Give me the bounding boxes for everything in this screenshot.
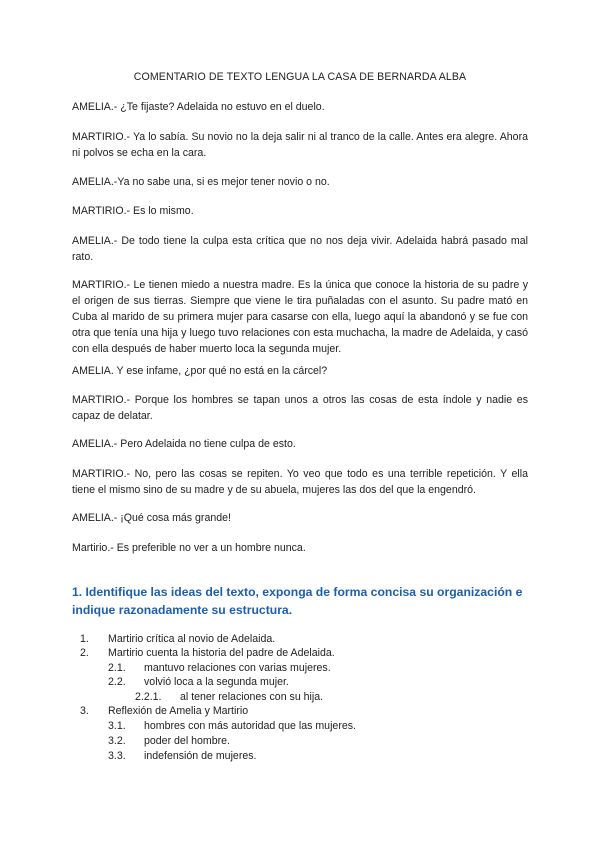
dialogue-line: MARTIRIO.- Es lo mismo. bbox=[72, 205, 194, 217]
dialogue-line: MARTIRIO.- No, pero las cosas se repiten. Yo veo que todo es una terrible repetición. Y ella tiene el mismo sino de su madre y de su abuela, mujeres las dos del que la engendró. bbox=[72, 468, 528, 496]
outline-text: hombres con más autoridad que las mujeres. bbox=[144, 720, 356, 732]
outline-number: 3.3. bbox=[108, 750, 126, 762]
dialogue-line: MARTIRIO.- Ya lo sabía. Su novio no la deja salir ni al tranco de la calle. Antes era alegre. Ahora ni polvos se echa en la cara. bbox=[72, 131, 528, 159]
dialogue-line: AMELIA.- De todo tiene la culpa esta crítica que no nos deja vivir. Adelaida habrá pasado mal rato. bbox=[72, 235, 528, 263]
outline-number: 2.2. bbox=[108, 676, 126, 688]
dialogue-line: AMELIA.- ¿Te fijaste? Adelaida no estuvo en el duelo. bbox=[72, 101, 325, 113]
outline-text: mantuvo relaciones con varias mujeres. bbox=[144, 662, 331, 674]
dialogue-line: MARTIRIO.- Porque los hombres se tapan unos a otros las cosas de esta índole y nadie es capaz de delatar. bbox=[72, 394, 528, 422]
outline-text: Reflexión de Amelia y Martirio bbox=[108, 705, 249, 717]
outline-number: 2.1. bbox=[108, 662, 126, 674]
outline-number: 3.2. bbox=[108, 735, 126, 747]
outline-number: 2. bbox=[80, 647, 89, 659]
dialogue-line: AMELIA.- Pero Adelaida no tiene culpa de esto. bbox=[72, 438, 296, 450]
outline-text: al tener relaciones con su hija. bbox=[180, 691, 324, 703]
dialogue-line: MARTIRIO.- Le tienen miedo a nuestra madre. Es la única que conoce la historia de su padre y el origen de sus tierras. Siempre que viene le tira puñaladas con el asunto. Su padre mató en Cuba al marido de su primera mujer para casarse con ella, luego aquí la abandonó y se fue con otra que tenía una hija y luego tuvo relaciones con esta muchacha, la madre de Adelaida, y casó con ella después de haber muerto loca la segunda mujer. bbox=[72, 279, 528, 355]
outline-text: Martirio cuenta la historia del padre de Adelaida. bbox=[108, 647, 335, 659]
outline-number: 3.1. bbox=[108, 720, 126, 732]
dialogue-line: AMELIA.-Ya no sabe una, si es mejor tener novio o no. bbox=[72, 176, 330, 188]
document-title: COMENTARIO DE TEXTO LENGUA LA CASA DE BERNARDA ALBA bbox=[133, 71, 467, 83]
outline-text: indefensión de mujeres. bbox=[144, 750, 257, 762]
outline-text: poder del hombre. bbox=[144, 735, 230, 747]
outline-number: 2.2.1. bbox=[135, 691, 162, 703]
dialogue-line: Martirio.- Es preferible no ver a un hombre nunca. bbox=[72, 542, 306, 554]
question-heading: 1. Identifique las ideas del texto, exponga de forma concisa su organización e indique razonadamente su estructura. bbox=[72, 585, 523, 617]
outline-text: Martirio crítica al novio de Adelaida. bbox=[108, 633, 276, 645]
outline-number: 1. bbox=[80, 633, 89, 645]
dialogue-line: AMELIA.- ¡Qué cosa más grande! bbox=[72, 512, 231, 524]
dialogue-line: AMELIA. Y ese infame, ¿por qué no está en la cárcel? bbox=[72, 365, 328, 377]
outline-number: 3. bbox=[80, 705, 89, 717]
outline-text: volvió loca a la segunda mujer. bbox=[144, 676, 289, 688]
